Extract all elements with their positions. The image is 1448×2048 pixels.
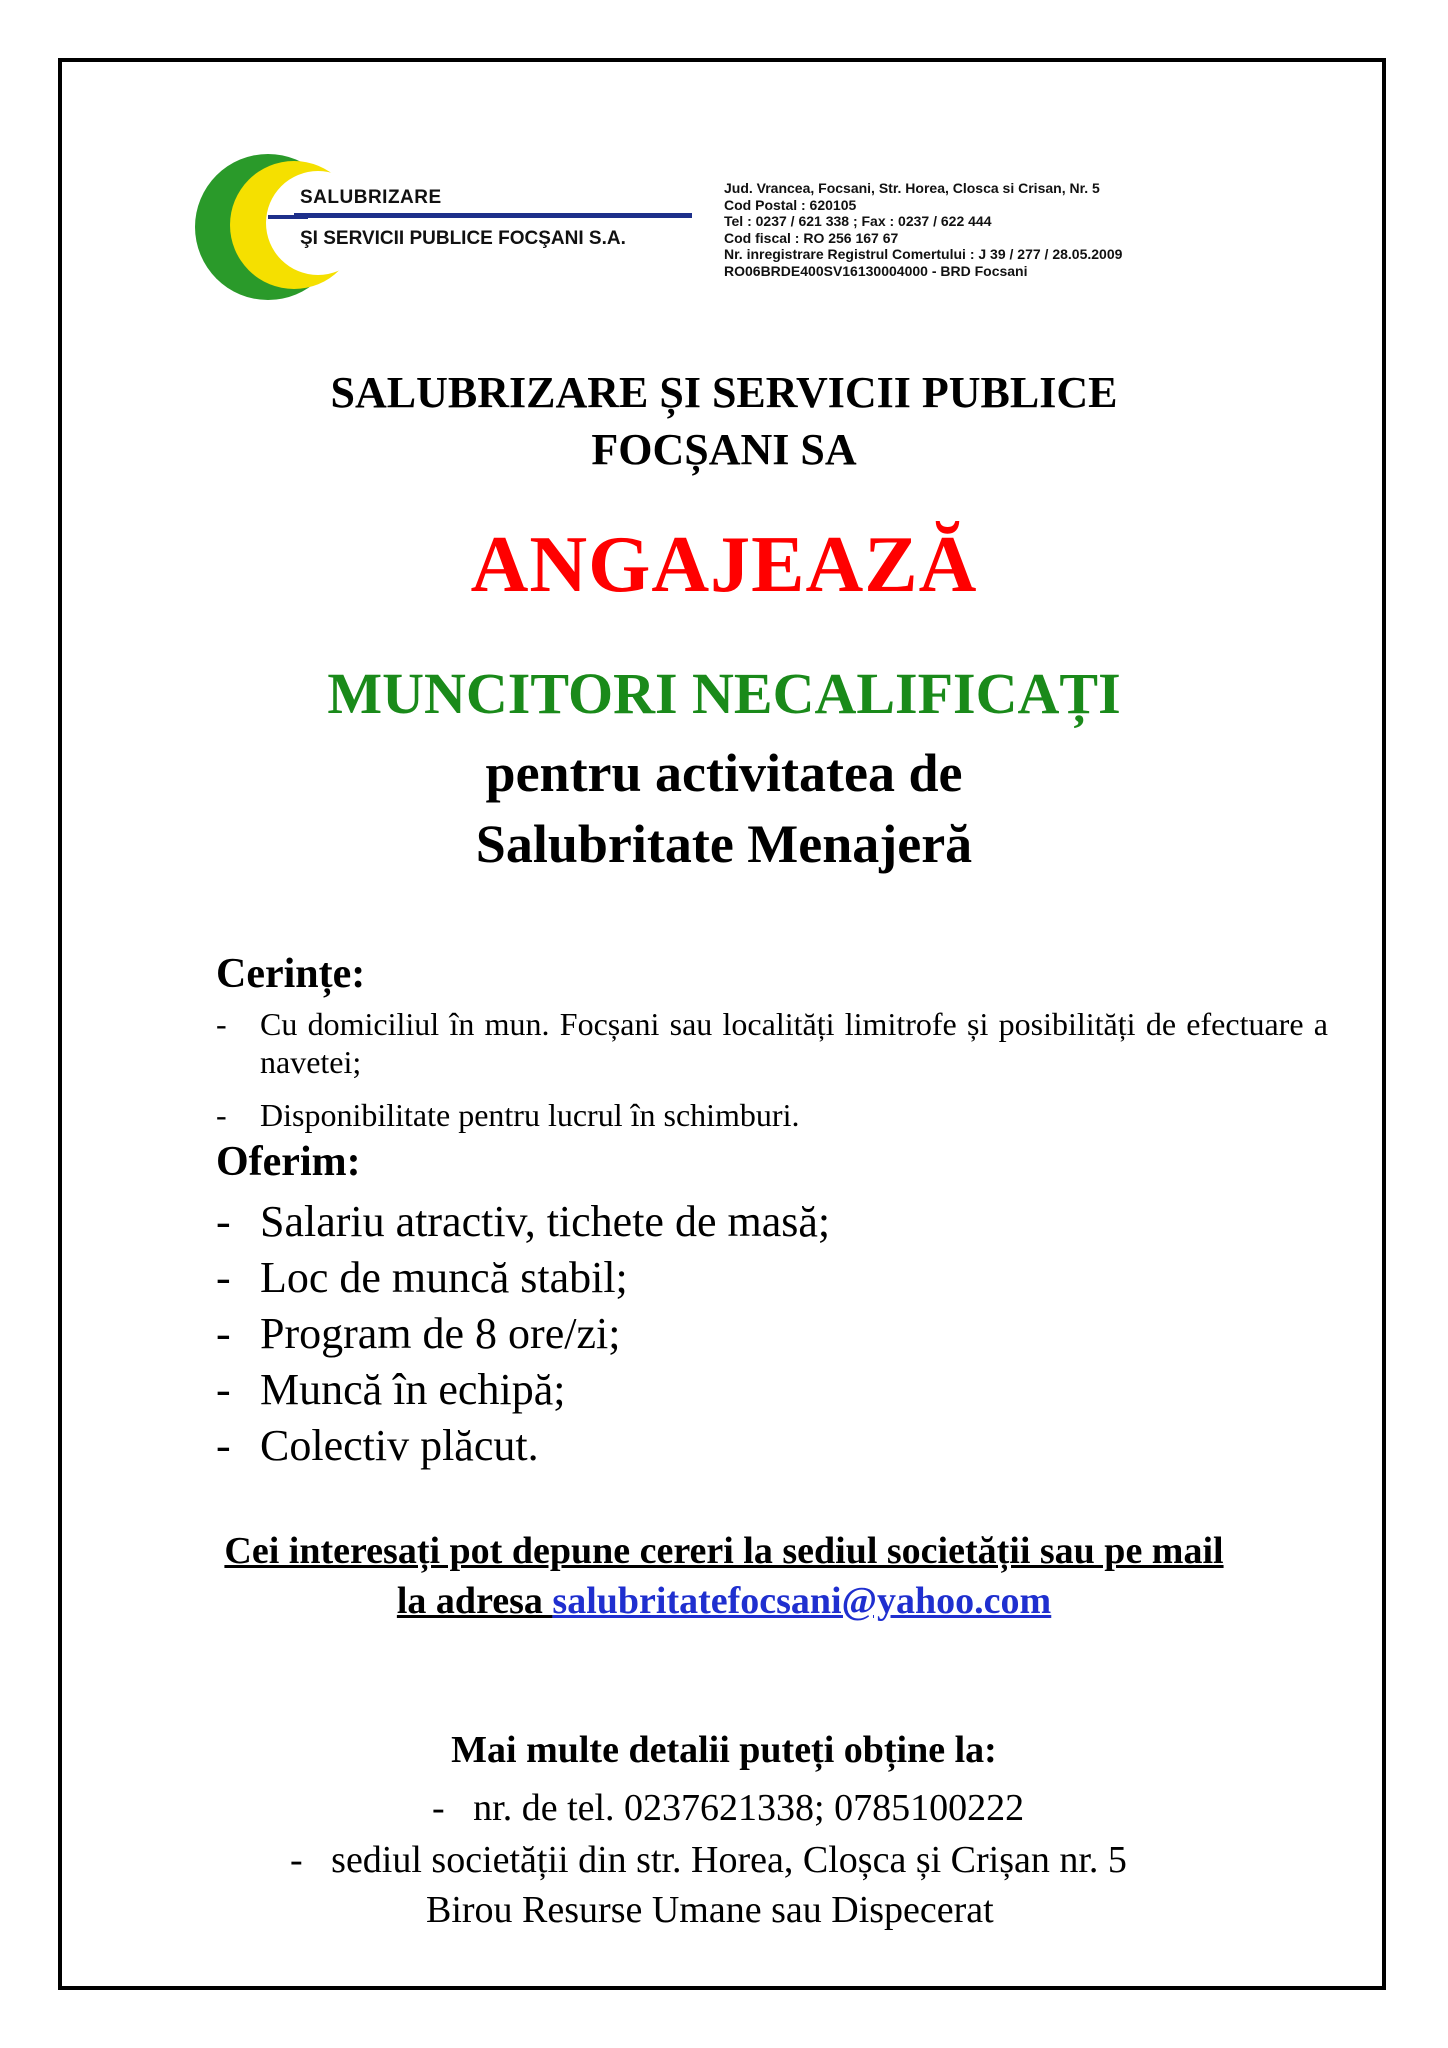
contact-bank-account: RO06BRDE400SV16130004000 - BRD Focsani — [724, 262, 1028, 279]
offer-item — [216, 1308, 620, 1359]
list-dash: - — [216, 1006, 227, 1042]
company-title-line2: FOCȘANI SA — [591, 425, 857, 474]
list-dash: - — [216, 1309, 231, 1358]
list-dash: - — [216, 1253, 231, 1302]
requirement-text: Disponibilitate pentru lucrul în schimburi. — [260, 1097, 800, 1133]
contact-registration: Nr. inregistrare Registrul Comertului : J 39 / 277 / 28.05.2009 — [724, 246, 1123, 263]
offer-text: Colectiv plăcut. — [260, 1421, 539, 1470]
offer-item — [216, 1364, 565, 1415]
apply-line1: Cei interesați pot depune cereri la sediul societății sau pe mail — [224, 1530, 1224, 1572]
contact-postal-code: Cod Postal : 620105 — [724, 196, 857, 213]
requirements-title: Cerințe: — [216, 951, 366, 997]
activity-line2: Salubritate Menajeră — [475, 814, 973, 874]
offer-title: Oferim: — [216, 1139, 361, 1185]
logo-crescent-graphic — [190, 145, 700, 305]
list-dash: - — [216, 1197, 231, 1246]
email-link[interactable]: salubritatefocsani@yahoo.com — [552, 1580, 1052, 1622]
application-instructions — [0, 1526, 1448, 1626]
offer-text: Program de 8 ore/zi; — [260, 1309, 621, 1358]
contact-phone-line — [432, 1786, 1024, 1830]
contact-address-text: sediul societății din str. Horea, Cloșca și Crișan nr. 5 — [331, 1839, 1127, 1881]
company-logo — [190, 145, 700, 305]
list-dash: - — [216, 1097, 227, 1133]
contact-office-line: Birou Resurse Umane sau Dispecerat — [426, 1889, 994, 1931]
logo-name-line2: ŞI SERVICII PUBLICE FOCŞANI S.A. — [300, 228, 626, 249]
more-details-title: Mai multe detalii puteți obține la: — [451, 1729, 997, 1771]
contact-address-line — [290, 1838, 1127, 1882]
apply-line2 — [0, 1576, 1448, 1626]
contact-fiscal-code: Cod fiscal : RO 256 167 67 — [724, 229, 899, 246]
requirement-item — [216, 1096, 1328, 1134]
offer-text: Muncă în echipă; — [260, 1365, 566, 1414]
activity-description — [0, 738, 1448, 880]
requirement-text: Cu domiciliul în mun. Focșani sau localități limitrofe și posibilități de efectuare a navetei; — [260, 1006, 1328, 1080]
company-title-line1: SALUBRIZARE ȘI SERVICII PUBLICE — [330, 368, 1118, 417]
list-dash: - — [290, 1839, 303, 1881]
hiring-heading: ANGAJEAZĂ — [470, 521, 978, 609]
requirement-item — [216, 1005, 1328, 1081]
list-dash: - — [216, 1421, 231, 1470]
offer-item — [216, 1252, 628, 1303]
activity-line1: pentru activitatea de — [485, 743, 963, 803]
position-title: MUNCITORI NECALIFICAȚI — [327, 661, 1121, 726]
contact-block — [724, 180, 1304, 280]
offer-item — [216, 1196, 830, 1247]
list-dash: - — [216, 1365, 231, 1414]
contact-phone-text: nr. de tel. 0237621338; 0785100222 — [473, 1787, 1025, 1829]
company-title — [0, 364, 1448, 478]
apply-prefix: la adresa — [396, 1580, 553, 1622]
offer-text: Salariu atractiv, tichete de masă; — [260, 1197, 831, 1246]
offer-text: Loc de muncă stabil; — [260, 1253, 628, 1302]
offer-item — [216, 1420, 539, 1471]
list-dash: - — [432, 1787, 445, 1829]
contact-phone-fax: Tel : 0237 / 621 338 ; Fax : 0237 / 622 444 — [724, 213, 992, 230]
contact-address: Jud. Vrancea, Focsani, Str. Horea, Closca si Crisan, Nr. 5 — [724, 180, 1100, 196]
logo-name-line1: SALUBRIZARE — [300, 187, 442, 208]
